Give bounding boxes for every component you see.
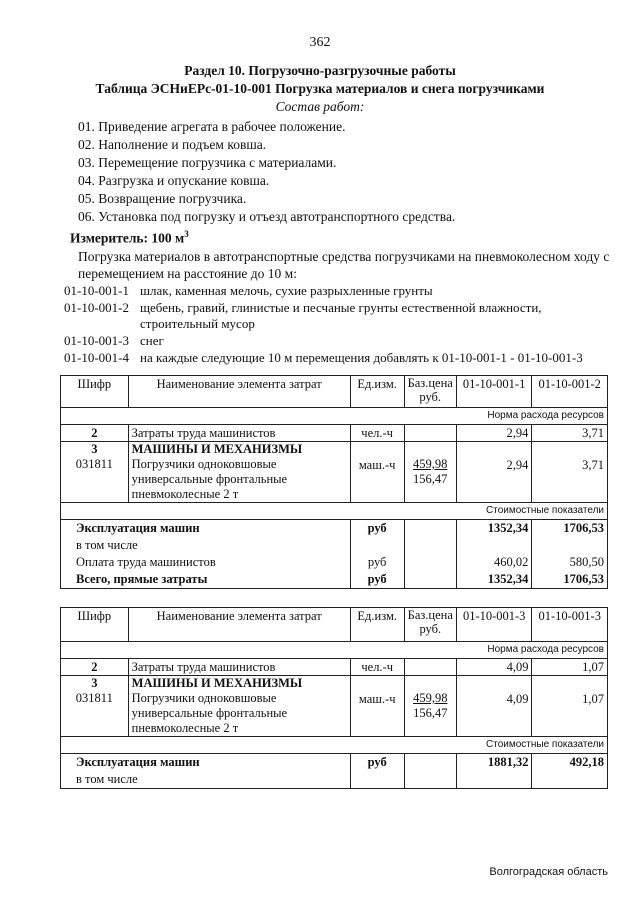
section-title: Раздел 10. Погрузочно-разгрузочные работы	[184, 63, 456, 78]
work-item: 01. Приведение агрегата в рабочее положение.	[78, 119, 346, 134]
machines-name-cell	[128, 442, 350, 503]
labor-price	[404, 425, 456, 442]
header-col2: 01-10-001-3	[532, 608, 608, 642]
header-col1: 01-10-001-3	[456, 608, 532, 642]
including-label: в том числе	[76, 538, 138, 552]
loader-price-cell	[404, 442, 456, 503]
machines-shifr-number: 3	[91, 442, 98, 456]
labor-value-1: 4,09	[456, 659, 532, 676]
code-text: щебень, гравий, глинистые и песчаные грунты естественной влажности,	[140, 300, 542, 315]
operators-pay-value-2: 580,50	[569, 555, 604, 569]
exploitation-value-1: 1881,32	[456, 754, 532, 789]
loader-price-1: 459,98	[413, 691, 448, 705]
loader-price-2: 156,47	[413, 472, 448, 486]
machines-shifr	[61, 676, 129, 737]
loader-shifr: 031811	[75, 457, 113, 471]
works-heading: Состав работ:	[275, 99, 365, 114]
summary-price-cell	[404, 520, 456, 589]
resource-table-2	[60, 607, 608, 789]
summary-unit-cell	[350, 520, 404, 589]
summary-values-2	[532, 520, 608, 589]
exploitation-cell	[61, 754, 351, 789]
exploitation-value-1: 1352,34	[487, 521, 529, 535]
header-name: Наименование элемента затрат	[128, 608, 350, 642]
labor-name: Затраты труда машинистов	[128, 659, 350, 676]
loader-name-1: Погрузчики одноковшовые	[131, 691, 277, 705]
work-item: 05. Возвращение погрузчика.	[78, 191, 247, 206]
operators-pay-unit: руб	[367, 555, 387, 569]
description-line-1: Погрузка материалов в автотранспортные средства погрузчиками на пневмоколесном ходу с	[78, 249, 610, 264]
cost-caption: Стоимостные показатели	[61, 737, 608, 754]
exploitation-value-2: 492,18	[532, 754, 608, 789]
labor-shifr: 2	[61, 425, 129, 442]
loader-price-1: 459,98	[413, 457, 448, 471]
including-label: в том числе	[76, 772, 138, 786]
labor-unit: чел.-ч	[350, 425, 404, 442]
labor-shifr: 2	[61, 659, 129, 676]
cost-caption: Стоимостные показатели	[61, 503, 608, 520]
work-item: 02. Наполнение и подъем ковша.	[78, 137, 267, 152]
total-name: Всего, прямые затраты	[76, 572, 208, 586]
header-name: Наименование элемента затрат	[128, 376, 350, 408]
loader-unit: маш.-ч	[350, 442, 404, 503]
header-shifr: Шифр	[61, 376, 129, 408]
labor-value-2: 3,71	[532, 425, 608, 442]
labor-value-2: 1,07	[532, 659, 608, 676]
meter: Измеритель: 100 $м^3$	[70, 229, 189, 246]
loader-name-3: пневмоколесные 2 т	[131, 721, 239, 735]
labor-price	[404, 659, 456, 676]
work-item: 04. Разгрузка и опускание ковша.	[78, 173, 270, 188]
work-item: 03. Перемещение погрузчика с материалами.	[78, 155, 337, 170]
summary-values-1	[456, 520, 532, 589]
header-col2: 01-10-001-2	[532, 376, 608, 408]
machines-shifr	[61, 442, 129, 503]
exploitation-name: Эксплуатация машин	[76, 755, 200, 769]
total-value-1: 1352,34	[487, 572, 529, 586]
table-title: Таблица ЭСНиЕРс-01-10-001 Погрузка материалов и снега погрузчиками	[95, 81, 545, 96]
header-base-price: Баз.цена руб.	[404, 376, 456, 408]
labor-unit: чел.-ч	[350, 659, 404, 676]
loader-value-1: 2,94	[456, 442, 532, 503]
code-label: 01-10-001-1	[64, 283, 129, 298]
header-unit: Ед.изм.	[350, 376, 404, 408]
exploitation-unit: руб	[367, 521, 387, 535]
exploitation-name: Эксплуатация машин	[76, 521, 200, 535]
norm-caption: Норма расхода ресурсов	[61, 408, 608, 425]
code-label: 01-10-001-3	[64, 333, 129, 348]
operators-pay-name: Оплата труда машинистов	[76, 555, 216, 569]
machines-shifr-number: 3	[91, 676, 98, 690]
code-text-continued: строительный мусор	[140, 316, 255, 331]
loader-name-1: Погрузчики одноковшовые	[131, 457, 277, 471]
total-value-2: 1706,53	[563, 572, 604, 586]
loader-value-2: 1,07	[532, 676, 608, 737]
loader-name-2: универсальные фронтальные	[131, 706, 288, 720]
code-label: 01-10-001-4	[64, 350, 129, 365]
operators-pay-value-1: 460,02	[494, 555, 529, 569]
header-base-price: Баз.цена руб.	[404, 608, 456, 642]
machines-name-cell	[128, 676, 350, 737]
exploitation-cell	[61, 520, 351, 589]
description-line-2: перемещением на расстояние до 10 м:	[78, 266, 297, 281]
labor-value-1: 2,94	[456, 425, 532, 442]
summary-price-cell	[404, 754, 456, 789]
header-col1: 01-10-001-1	[456, 376, 532, 408]
machines-name: МАШИНЫ И МЕХАНИЗМЫ	[131, 442, 303, 456]
page-number: 362	[309, 35, 331, 50]
loader-price-2: 156,47	[413, 706, 448, 720]
total-unit: руб	[367, 572, 387, 586]
loader-value-2: 3,71	[532, 442, 608, 503]
work-item: 06. Установка под погрузку и отъезд автотранспортного средства.	[78, 209, 456, 224]
code-text: на каждые следующие 10 м перемещения добавлять к 01-10-001-1 - 01-10-001-3	[140, 350, 583, 365]
loader-value-1: 4,09	[456, 676, 532, 737]
exploitation-value-2: 1706,53	[563, 521, 604, 535]
header-unit: Ед.изм.	[350, 608, 404, 642]
code-text: снег	[140, 333, 164, 348]
loader-name-2: универсальные фронтальные	[131, 472, 288, 486]
labor-name: Затраты труда машинистов	[128, 425, 350, 442]
code-label: 01-10-001-2	[64, 300, 129, 315]
loader-shifr: 031811	[75, 691, 113, 705]
exploitation-unit: руб	[350, 754, 404, 789]
resource-table-1	[60, 375, 608, 589]
loader-name-3: пневмоколесные 2 т	[131, 487, 239, 501]
machines-name: МАШИНЫ И МЕХАНИЗМЫ	[131, 676, 303, 690]
footer-region: Волгоградская область	[489, 866, 608, 878]
loader-price-cell	[404, 676, 456, 737]
header-shifr: Шифр	[61, 608, 129, 642]
norm-caption: Норма расхода ресурсов	[61, 642, 608, 659]
code-text: шлак, каменная мелочь, сухие разрыхленные грунты	[140, 283, 433, 298]
loader-unit: маш.-ч	[350, 676, 404, 737]
